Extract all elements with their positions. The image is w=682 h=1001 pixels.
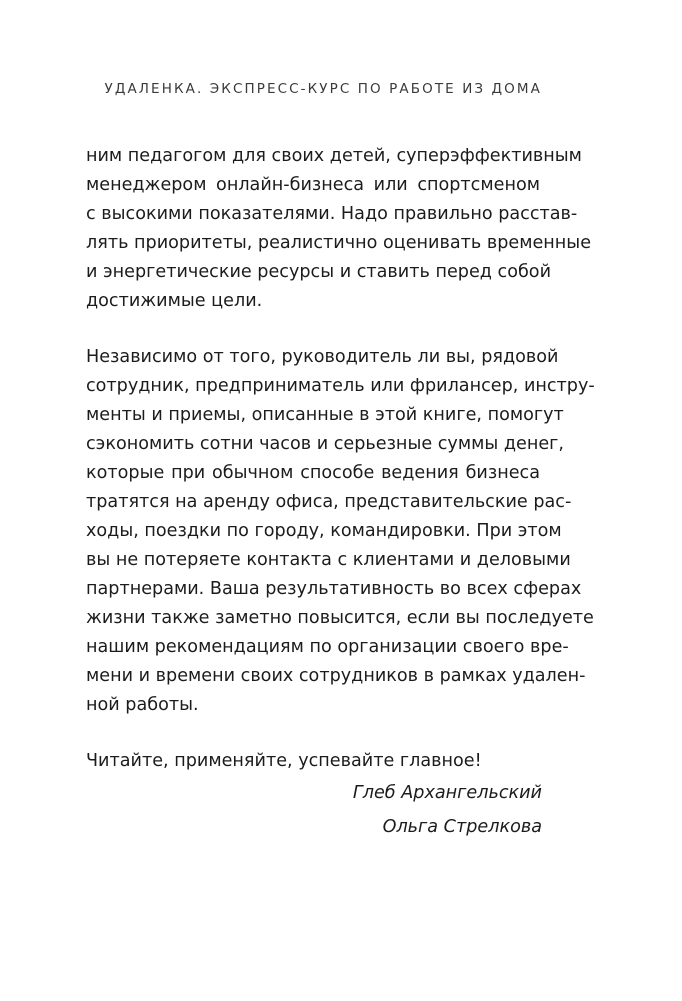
author-name-1: Глеб Архангельский — [352, 783, 542, 803]
paragraph-spacer — [86, 720, 540, 747]
text-line: сэкономить сотни часов и серьезные суммы денег, — [86, 434, 565, 454]
text-line: ходы, поездки по городу, командировки. При этом — [86, 521, 562, 541]
text-line: ной работы. — [86, 695, 199, 715]
paragraph-2 — [86, 343, 595, 720]
text-line: Независимо от того, руководитель ли вы, рядовой — [86, 347, 559, 367]
text-line: ним педагогом для своих детей, суперэффективным — [86, 146, 582, 166]
paragraph-3 — [86, 747, 540, 776]
author-name-2: Ольга Стрелкова — [382, 817, 542, 837]
text-line: партнерами. Ваша результативность во всех сферах — [86, 579, 582, 599]
text-line: жизни также заметно повысится, если вы последуете — [86, 608, 594, 628]
running-header: УДАЛЕНКА. ЭКСПРЕСС-КУРС ПО РАБОТЕ ИЗ ДОМА — [104, 81, 542, 97]
text-line: с высокими показателями. Надо правильно расстав- — [86, 204, 578, 224]
signature-block — [353, 776, 542, 844]
body-text — [86, 142, 595, 776]
text-line: которые при обычном способе ведения бизнеса — [86, 463, 540, 483]
text-line: мени и времени своих сотрудников в рамках удален- — [86, 666, 586, 686]
text-line: и энергетические ресурсы и ставить перед собой — [86, 262, 552, 282]
text-line: менты и приемы, описанные в этой книге, помогут — [86, 405, 564, 425]
paragraph-spacer — [86, 316, 540, 343]
text-line: вы не потеряете контакта с клиентами и деловыми — [86, 550, 571, 570]
text-line: менеджером онлайн-бизнеса или спортсменом — [86, 175, 540, 195]
text-line: тратятся на аренду офиса, представительские рас- — [86, 492, 572, 512]
paragraph-1 — [86, 142, 592, 316]
text-line: лять приоритеты, реалистично оценивать временные — [86, 233, 592, 253]
text-line: нашим рекомендациям по организации своего вре- — [86, 637, 569, 657]
text-line: Читайте, применяйте, успевайте главное! — [86, 751, 482, 771]
text-line: сотрудник, предприниматель или фрилансер, инстру- — [86, 376, 595, 396]
text-line: достижимые цели. — [86, 291, 263, 311]
